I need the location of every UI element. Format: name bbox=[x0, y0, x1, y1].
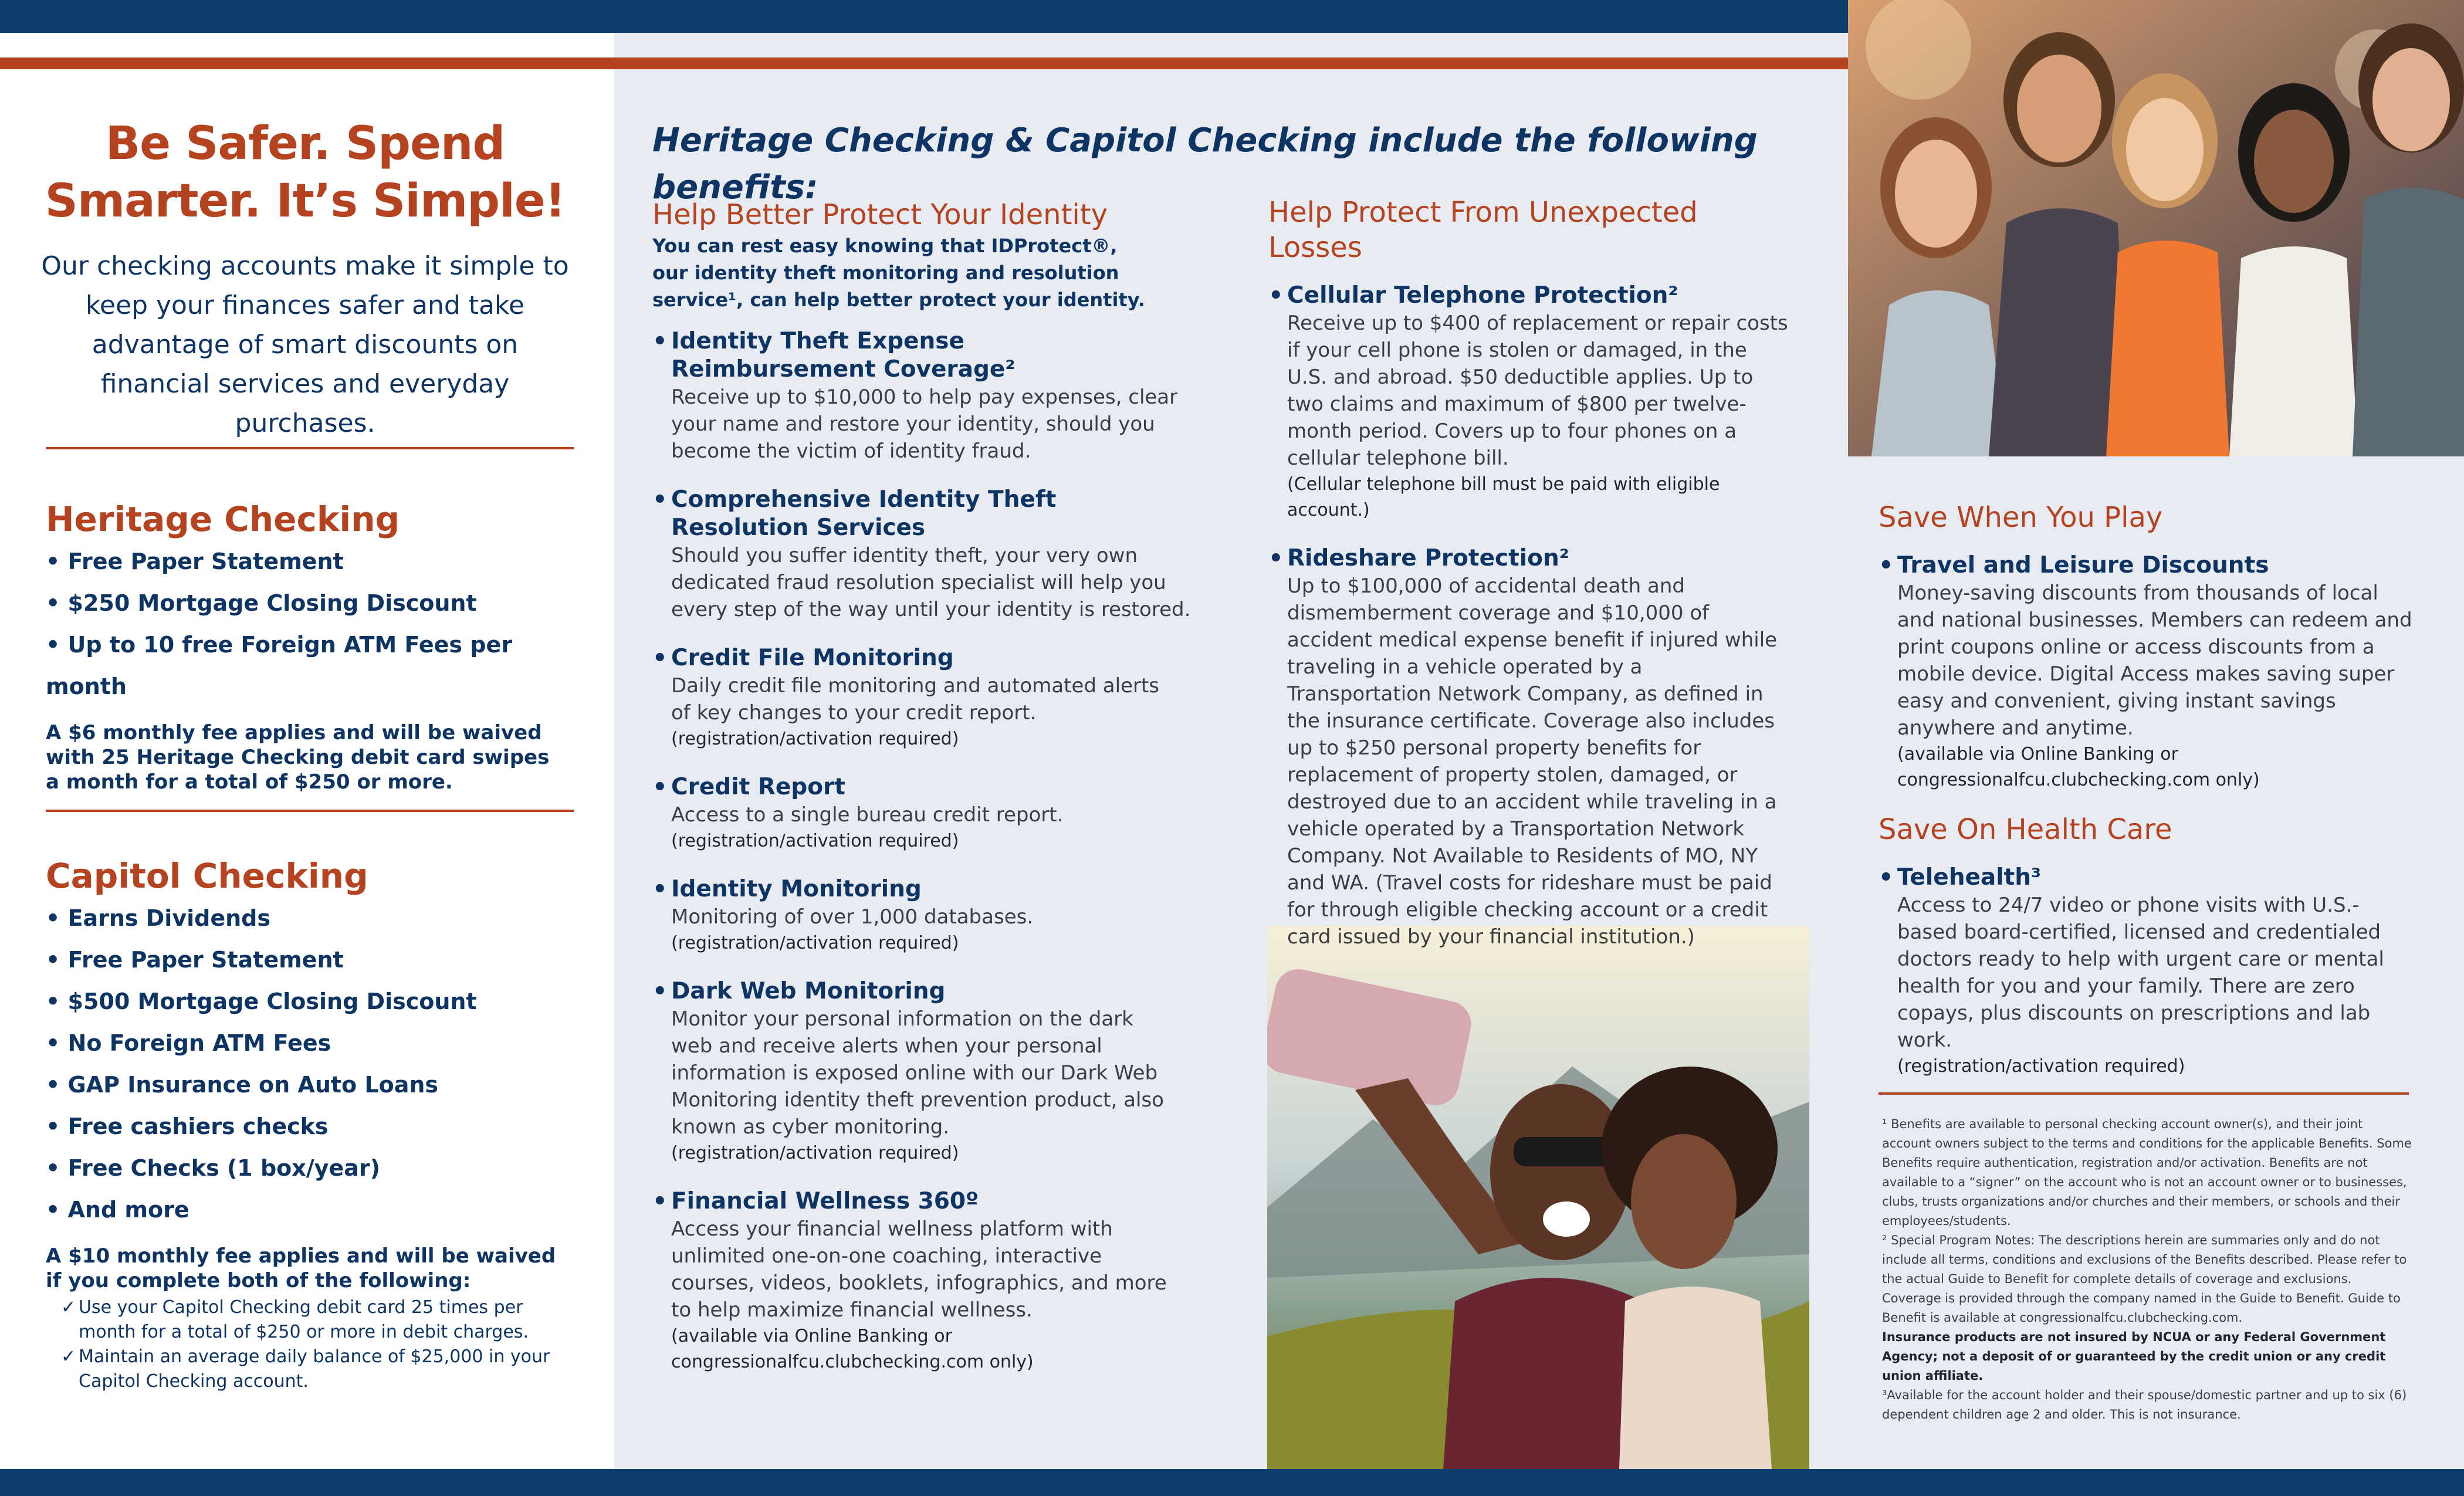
benefit-body: Daily credit file monitoring and automated alerts of key changes to your credit report. bbox=[671, 674, 1159, 725]
benefit-note: (registration/activation required) bbox=[671, 933, 959, 953]
footnote-3: ³Available for the account holder and their spouse/domestic partner and up to six (6) dependent children age 2 and older. This is not insurance. bbox=[1882, 1388, 2407, 1421]
section-divider bbox=[46, 810, 574, 812]
heritage-feature-list bbox=[46, 541, 574, 708]
friends-group-photo bbox=[1848, 0, 2464, 456]
bullet-icon: • bbox=[1879, 552, 1894, 579]
couple-selfie-photo bbox=[1267, 926, 1809, 1469]
footnotes bbox=[1882, 1115, 2412, 1424]
losses-protection-section bbox=[1268, 195, 1796, 950]
heritage-fee-note: A $6 monthly fee applies and will be waived with 25 Heritage Checking debit card swipes a month for a total of $250 or more. bbox=[46, 721, 550, 794]
benefit-body: Access to 24/7 video or phone visits with U.S.-based board-certified, licensed and credentialed doctors ready to help with urgent care or mental health for you and your family. There are zero copays, plus discounts on prescriptions and lab work. bbox=[1897, 893, 2384, 1052]
benefit-note: (Cellular telephone bill must be paid with eligible account.) bbox=[1287, 474, 1720, 520]
heritage-checking-title: Heritage Checking bbox=[46, 499, 400, 539]
identity-lead-text: You can rest easy knowing that IDProtect®, our identity theft monitoring and resolution service¹, can help better protect your identity. bbox=[652, 235, 1145, 311]
save-when-you-play-section bbox=[1879, 500, 2418, 793]
section-divider bbox=[1879, 1092, 2409, 1095]
benefit-body: Money-saving discounts from thousands of local and national businesses. Members can redeem and print coupons online or access discounts from a mobile device. Digital Access makes saving super easy and convenient, giving instant savings anywhere and anytime. bbox=[1897, 581, 2412, 740]
capitol-checking-section bbox=[46, 855, 574, 1394]
benefit-note: (available via Online Banking or congressionalfcu.clubchecking.com only) bbox=[671, 1326, 1034, 1372]
benefit-item bbox=[652, 977, 1192, 1166]
benefit-title: Credit File Monitoring bbox=[671, 645, 954, 671]
benefit-body: Up to $100,000 of accidental death and dismemberment coverage and $10,000 of accident medical expense benefit if injured while traveling in a vehicle operated by a Transportation Network Company, as defined in the insurance certificate. Coverage also includes up to $250 personal property benefits for replacement of property stolen, damaged, or destroyed due to an accident while traveling in a vehicle operated by a Transportation Network Company. Not Available to Residents of MO, NY and WA. (Travel costs for rideshare must be paid for through eligible checking account or a credit card issued by your financial institution.) bbox=[1287, 574, 1778, 949]
list-item: • Free Paper Statement bbox=[46, 549, 344, 574]
benefit-title: Telehealth³ bbox=[1897, 864, 2042, 891]
bullet-icon: • bbox=[1879, 864, 1894, 891]
footnote-2-disclaimer bbox=[1882, 1328, 2412, 1386]
heritage-checking-section bbox=[46, 499, 574, 794]
benefit-title: Travel and Leisure Discounts bbox=[1897, 552, 2269, 578]
top-orange-rule bbox=[0, 57, 1905, 69]
list-item: • No Foreign ATM Fees bbox=[46, 1030, 331, 1056]
bullet-icon: • bbox=[652, 876, 668, 903]
benefit-title: Dark Web Monitoring bbox=[671, 978, 946, 1004]
list-item: • $250 Mortgage Closing Discount bbox=[46, 590, 477, 616]
benefit-body: Should you suffer identity theft, your very own dedicated fraud resolution specialist will help you every step of the way until your identity is restored. bbox=[671, 544, 1191, 621]
save-on-health-care-section bbox=[1879, 812, 2418, 1079]
list-item: • GAP Insurance on Auto Loans bbox=[46, 1072, 439, 1098]
footnote-1: ¹ Benefits are available to personal checking account owner(s), and their joint account owners subject to the terms and conditions for the applicable Benefits. Some Benefits require authentication, registration and/or activation. Benefits are not available to a “signer” on the account who is not an account owner or to businesses, clubs, trusts organizations and/or churches and their members, or schools and their employees/students. bbox=[1882, 1117, 2412, 1228]
identity-protection-section bbox=[652, 197, 1192, 1375]
left-intro-text: Our checking accounts make it simple to keep your finances safer and take advantage of smart discounts on financial services and everyday purchases. bbox=[41, 251, 569, 438]
benefit-title: Identity Monitoring bbox=[671, 876, 922, 902]
bullet-icon: • bbox=[1268, 545, 1284, 572]
bottom-navy-bar bbox=[0, 1469, 2464, 1496]
benefit-title: Cellular Telephone Protection² bbox=[1287, 282, 1678, 309]
top-navy-bar bbox=[0, 0, 1970, 33]
benefit-item bbox=[1879, 551, 2418, 793]
bullet-icon: • bbox=[652, 978, 668, 1005]
benefit-title: Comprehensive Identity Theft Resolution Services bbox=[671, 486, 1057, 541]
benefit-body: Monitor your personal information on the dark web and receive alerts when your personal information is exposed online with our Dark Web Monitoring identity theft prevention product, also known as cyber monitoring. bbox=[671, 1007, 1164, 1139]
bullet-icon: • bbox=[652, 486, 668, 513]
checkmark-icon: ✓ bbox=[61, 1346, 76, 1367]
list-item bbox=[46, 1345, 562, 1394]
list-item bbox=[46, 1295, 562, 1345]
benefit-body: Monitoring of over 1,000 databases. bbox=[671, 905, 1034, 929]
capitol-fee-note: A $10 monthly fee applies and will be waived if you complete both of the following: bbox=[46, 1244, 556, 1292]
bullet-icon: • bbox=[652, 774, 668, 801]
benefit-item bbox=[1268, 544, 1796, 950]
benefit-note: (available via Online Banking or congressionalfcu.clubchecking.com only) bbox=[1897, 744, 2260, 790]
list-item: • Earns Dividends bbox=[46, 905, 270, 931]
footnote-2: ² Special Program Notes: The descriptions herein are summaries only and do not include all terms, conditions and exclusions of the Benefits described. Please refer to the actual Guide to Benefit for complete details of coverage and exclusions. Coverage is provided through the company named in the Guide to Benefit. Guide to Benefit is available at congressionalfcu.clubchecking.com. bbox=[1882, 1233, 2407, 1325]
benefit-title: Financial Wellness 360º bbox=[671, 1188, 979, 1214]
capitol-checking-title: Capitol Checking bbox=[46, 856, 368, 896]
capitol-feature-list bbox=[46, 898, 574, 1231]
list-item: • Free Checks (1 box/year) bbox=[46, 1155, 380, 1181]
benefit-item bbox=[652, 644, 1192, 752]
benefit-body: Access your financial wellness platform with unlimited one-on-one coaching, interactive courses, videos, booklets, infographics, and more to help maximize financial wellness. bbox=[671, 1217, 1167, 1322]
benefit-item bbox=[652, 327, 1192, 465]
bullet-icon: • bbox=[1268, 282, 1284, 309]
condition-text: Use your Capitol Checking debit card 25 times per month for a total of $250 or more in debit charges. bbox=[79, 1297, 529, 1342]
benefit-body: Receive up to $400 of replacement or repair costs if your cell phone is stolen or damaged, in the U.S. and abroad. $50 deductible applies. Up to two claims and maximum of $800 per twelve-month period. Covers up to four phones on a cellular telephone bill. bbox=[1287, 312, 1788, 470]
benefit-note: (registration/activation required) bbox=[671, 831, 959, 851]
condition-text: Maintain an average daily balance of $25,000 in your Capitol Checking account. bbox=[79, 1346, 550, 1392]
bullet-icon: • bbox=[652, 328, 668, 355]
benefit-item bbox=[652, 875, 1192, 956]
bullet-icon: • bbox=[652, 645, 668, 672]
bullet-icon: • bbox=[652, 1188, 668, 1215]
benefit-item bbox=[652, 486, 1192, 623]
identity-section-title: Help Better Protect Your Identity bbox=[652, 198, 1108, 231]
benefit-note: (registration/activation required) bbox=[1897, 1056, 2185, 1077]
section-divider bbox=[46, 447, 574, 449]
losses-section-title: Help Protect From Unexpected Losses bbox=[1268, 196, 1698, 264]
benefit-note: (registration/activation required) bbox=[671, 729, 959, 749]
benefits-heading: Heritage Checking & Capitol Checking include the following benefits: bbox=[652, 121, 1758, 207]
play-section-title: Save When You Play bbox=[1879, 501, 2163, 534]
list-item: • Up to 10 free Foreign ATM Fees per month bbox=[46, 632, 512, 699]
list-item: • $500 Mortgage Closing Discount bbox=[46, 989, 477, 1014]
list-item: • Free Paper Statement bbox=[46, 947, 344, 973]
capitol-condition-list bbox=[46, 1295, 562, 1394]
benefit-item bbox=[652, 1187, 1192, 1375]
left-headline: Be Safer. Spend Smarter. It’s Simple! bbox=[45, 117, 566, 228]
list-item: • And more bbox=[46, 1197, 189, 1223]
benefit-item bbox=[1879, 864, 2418, 1079]
benefit-body: Receive up to $10,000 to help pay expenses, clear your name and restore your identity, should you become the victim of identity fraud. bbox=[671, 385, 1178, 463]
benefit-title: Identity Theft Expense Reimbursement Coverage² bbox=[671, 328, 1016, 383]
health-section-title: Save On Health Care bbox=[1879, 813, 2172, 846]
benefit-item bbox=[1268, 282, 1796, 523]
benefit-note: (registration/activation required) bbox=[671, 1143, 959, 1163]
benefit-title: Credit Report bbox=[671, 774, 845, 800]
checkmark-icon: ✓ bbox=[61, 1297, 76, 1318]
list-item: • Free cashiers checks bbox=[46, 1113, 329, 1139]
benefit-item bbox=[652, 773, 1192, 854]
disclaimer-text: Insurance products are not insured by NCUA or any Federal Government Agency; not a deposit of or guaranteed by the credit union or any credit union affiliate. bbox=[1882, 1330, 2386, 1383]
benefit-title: Rideshare Protection² bbox=[1287, 545, 1569, 571]
benefit-body: Access to a single bureau credit report. bbox=[671, 803, 1064, 827]
